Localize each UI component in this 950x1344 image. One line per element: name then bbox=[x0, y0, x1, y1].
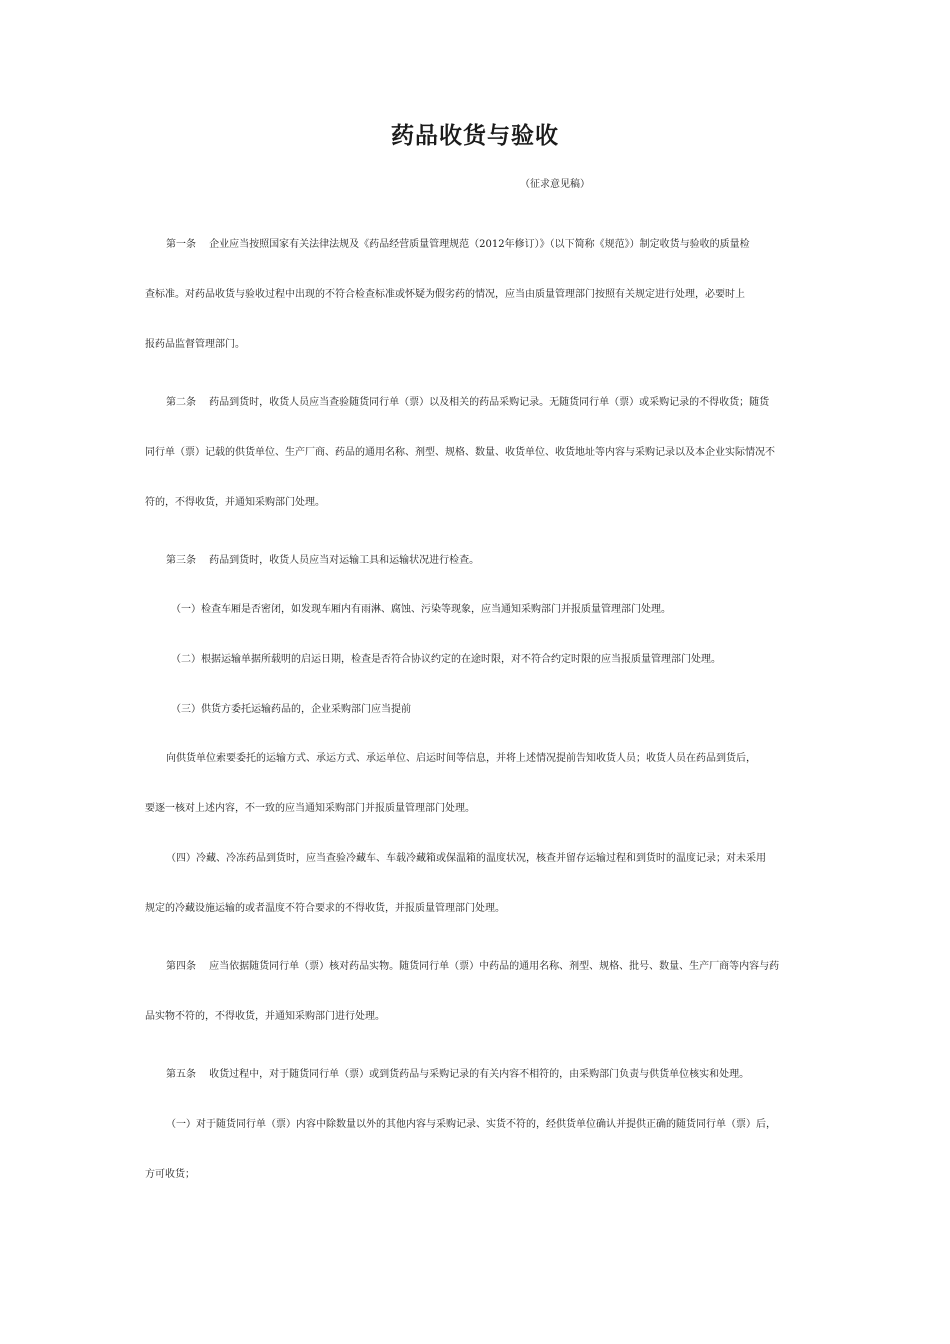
document-subtitle: （征求意见稿） bbox=[520, 179, 590, 190]
article-3-item-3-cont-1: 向供货单位索要委托的运输方式、承运方式、承运单位、启运时间等信息，并将上述情况提前告知收货人员；收货人员在药品到货后， bbox=[166, 753, 756, 764]
article-3-item-3-cont-2: 要逐一核对上述内容，不一致的应当通知采购部门并报质量管理部门处理。 bbox=[145, 803, 475, 814]
article-2-line-2: 同行单（票）记载的供货单位、生产厂商、药品的通用名称、剂型、规格、数量、收货单位、收货地址等内容与采购记录以及本企业实际情况不 bbox=[145, 447, 775, 458]
article-1-line-3: 报药品监督管理部门。 bbox=[145, 339, 245, 350]
document-title: 药品收货与验收 bbox=[391, 123, 559, 149]
article-4-line-1: 第四条 应当依据随货同行单（票）核对药品实物。随货同行单（票）中药品的通用名称、剂型、规格、批号、数量、生产厂商等内容与药 bbox=[166, 961, 780, 972]
article-5-line-1: 第五条 收货过程中，对于随货同行单（票）或到货药品与采购记录的有关内容不相符的，由采购部门负责与供货单位核实和处理。 bbox=[166, 1069, 750, 1080]
article-4-line-2: 品实物不符的，不得收货，并通知采购部门进行处理。 bbox=[145, 1011, 385, 1022]
article-5-item-1-cont: 方可收货； bbox=[145, 1169, 195, 1180]
article-3-item-4: （四）冷藏、冷冻药品到货时，应当查验冷藏车、车载冷藏箱或保温箱的温度状况，核查并留存运输过程和到货时的温度记录；对未采用 bbox=[166, 853, 766, 864]
article-5-item-1: （一）对于随货同行单（票）内容中除数量以外的其他内容与采购记录、实货不符的，经供货单位确认并提供正确的随货同行单（票）后， bbox=[166, 1119, 776, 1130]
article-3-line-1: 第三条 药品到货时，收货人员应当对运输工具和运输状况进行检查。 bbox=[166, 555, 480, 566]
article-3-item-3: （三）供货方委托运输药品的，企业采购部门应当提前 bbox=[171, 704, 411, 715]
article-1-line-2: 查标准。对药品收货与验收过程中出现的不符合检查标准或怀疑为假劣药的情况，应当由质量管理部门按照有关规定进行处理，必要时上 bbox=[145, 289, 745, 300]
article-3-item-1: （一）检查车厢是否密闭，如发现车厢内有雨淋、腐蚀、污染等现象，应当通知采购部门并报质量管理部门处理。 bbox=[171, 604, 671, 615]
article-3-item-2: （二）根据运输单据所载明的启运日期，检查是否符合协议约定的在途时限，对不符合约定时限的应当报质量管理部门处理。 bbox=[171, 654, 721, 665]
article-2-line-3: 符的，不得收货，并通知采购部门处理。 bbox=[145, 497, 325, 508]
article-1-line-1: 第一条 企业应当按照国家有关法律法规及《药品经营质量管理规范（2012年修订）》（以下简称《规范》）制定收货与验收的质量检 bbox=[166, 239, 750, 250]
article-3-item-4-cont: 规定的冷藏设施运输的或者温度不符合要求的不得收货，并报质量管理部门处理。 bbox=[145, 903, 505, 914]
article-2-line-1: 第二条 药品到货时，收货人员应当查验随货同行单（票）以及相关的药品采购记录。无随货同行单（票）或采购记录的不得收货；随货 bbox=[166, 397, 770, 408]
